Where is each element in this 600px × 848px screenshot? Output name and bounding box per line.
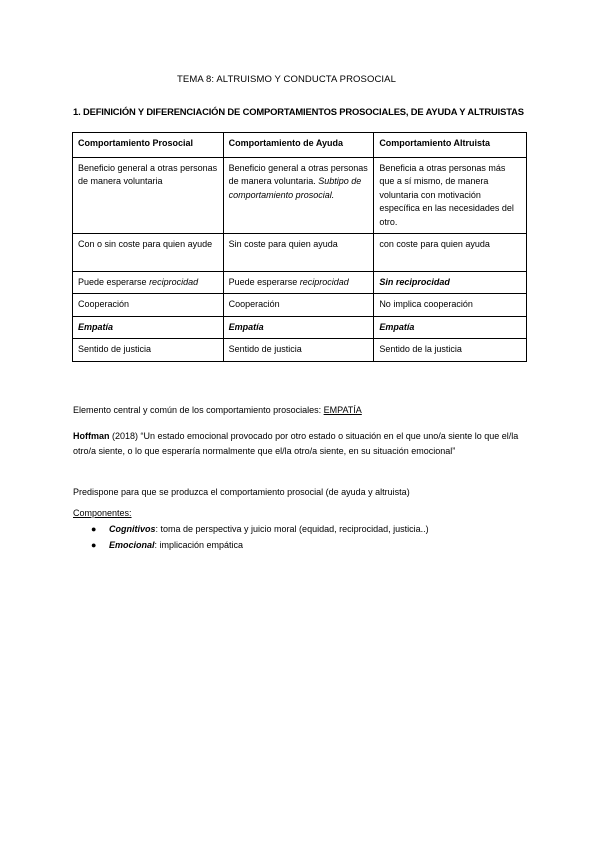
table-cell: Beneficia a otras personas más que a sí mismo, de manera voluntaria con motivación específica en las necesidades del otro. [374,158,527,234]
table-header-cell: Comportamiento Prosocial [73,133,224,158]
empathy-keyword: EMPATÍA [323,405,362,415]
section-heading: 1. DEFINICIÓN Y DIFERENCIACIÓN DE COMPORTAMIENTOS PROSOCIALES, DE AYUDA Y ALTRUISTAS [73,106,524,117]
hoffman-paragraph: Hoffman (2018) “Un estado emocional provocado por otro estado o situación en el que uno/a siente lo que el/la otro/a siente, o lo que esperaría normalmente que el/la otro/a siente, en su situación emocional” [73,431,519,456]
table-cell: No implica cooperación [374,294,527,316]
table-row [73,294,527,316]
document-title: TEMA 8: ALTRUISMO Y CONDUCTA PROSOCIAL [176,74,396,85]
author-name: Hoffman [73,431,110,441]
table-cell: Puede esperarse reciprocidad [223,272,374,294]
comparison-table [72,132,527,362]
table-cell: Empatía [223,316,374,338]
table-cell: Sentido de justicia [223,339,374,361]
table-row [73,272,527,294]
table-cell: Sentido de justicia [73,339,224,361]
table-cell: Sin reciprocidad [374,272,527,294]
list-item: ● Cognitivos: toma de perspectiva y juicio moral (equidad, reciprocidad, justicia..) [73,521,429,537]
table-header-row [73,133,527,158]
central-element-paragraph: Elemento central y común de los comportamiento prosociales: EMPATÍA [73,405,362,415]
table-row [73,339,527,361]
table-row [73,158,527,234]
table-cell: Beneficio general a otras personas de manera voluntaria [73,158,224,234]
predispone-paragraph: Predispone para que se produzca el comportamiento prosocial (de ayuda y altruista) [73,487,410,497]
table-cell: Sin coste para quien ayuda [223,234,374,272]
table-cell: Con o sin coste para quien ayude [73,234,224,272]
table-cell: Beneficio general a otras personas de manera voluntaria. Subtipo de comportamiento prosocial. [223,158,374,234]
table-cell: Puede esperarse reciprocidad [73,272,224,294]
table-cell: Empatía [374,316,527,338]
table-cell: Cooperación [223,294,374,316]
components-heading: Componentes: [73,508,132,518]
bullet-icon: ● [91,524,97,534]
table-cell: Cooperación [73,294,224,316]
table-header-cell: Comportamiento de Ayuda [223,133,374,158]
table-cell: Empatía [73,316,224,338]
table-row [73,316,527,338]
table-cell: Sentido de la justicia [374,339,527,361]
table-row [73,234,527,272]
list-item: ● Emocional: implicación empática [73,537,429,553]
table-header-cell: Comportamiento Altruista [374,133,527,158]
table-cell: con coste para quien ayuda [374,234,527,272]
components-list [73,521,429,553]
bullet-icon: ● [91,540,97,550]
